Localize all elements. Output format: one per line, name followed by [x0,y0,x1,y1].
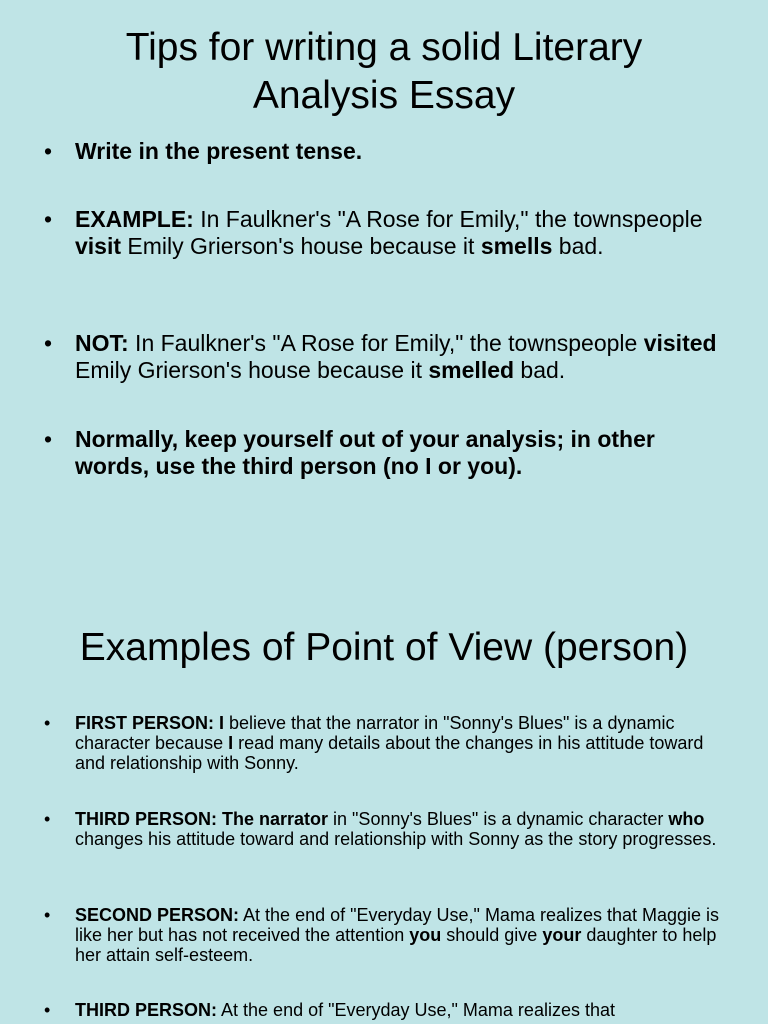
text-run: Emily Grierson's house because it [75,357,429,383]
slide-1-title-line-1: Tips for writing a solid Literary [125,26,643,69]
text-run: changes his attitude toward and relationship with Sonny as the story progresses. [75,829,717,849]
bullet-text [75,809,735,849]
text-run: should give [441,925,543,945]
text-run: in "Sonny's Blues" is a dynamic character [328,809,669,829]
bold-run: smells [480,233,553,259]
bold-run: visit [75,233,122,259]
text-run: daughter to help her attain self-esteem. [75,925,717,965]
bullet-text [75,905,735,965]
bold-run: EXAMPLE: [75,206,194,232]
bullet-text [75,426,735,480]
bullet-dot: • [44,905,51,925]
bold-run: Normally, keep yourself out of your analysis; in other words, use the third person (no I or you). [75,426,655,479]
text-run: In Faulkner's "A Rose for Emily," the townspeople [128,330,644,356]
bold-run: who [668,809,705,829]
bold-run: FIRST PERSON: I [75,713,225,733]
bold-run: THIRD PERSON: [75,1000,218,1020]
text-run: bad. [514,357,566,383]
text-run: Emily Grierson's house because it [121,233,481,259]
bullet-dot: • [44,330,53,356]
text-run: believe that the narrator in "Sonny's Blues" is a dynamic character because [75,713,675,753]
bold-run: you [409,925,442,945]
text-run: bad. [552,233,604,259]
text-run: At the end of "Everyday Use," Mama realizes that [217,1000,615,1020]
bullet-text [75,138,735,165]
bullet-dot: • [44,138,53,164]
slide-1-title [0,24,768,120]
bullet-dot: • [44,206,53,232]
slide-1-title-line-2: Analysis Essay [252,74,516,117]
bullet-text [75,713,735,773]
bold-run: visited [643,330,717,356]
bold-run: your [542,925,582,945]
bullet-dot: • [44,713,51,733]
bullet-dot: • [44,809,51,829]
slide-2-title: Examples of Point of View (person) [79,626,689,669]
bullet-text [75,1000,735,1020]
bold-run: NOT: [75,330,129,356]
text-run: In Faulkner's "A Rose for Emily," the townspeople [193,206,703,232]
bold-run: SECOND PERSON: [75,905,240,925]
text-run: At the end of "Everyday Use," Mama realizes that Maggie is like her but has not received the attention [75,905,720,945]
bold-run: Write in the present tense. [75,138,363,164]
bullet-dot: • [44,426,53,452]
bold-run: THIRD PERSON: The narrator [75,809,329,829]
bullet-text [75,330,735,384]
bold-run: smelled [428,357,515,383]
bullet-text [75,206,735,260]
text-run: read many details about the changes in his attitude toward and relationship with Sonny. [75,733,704,773]
bold-run: I [228,733,234,753]
bullet-dot: • [44,1000,51,1020]
